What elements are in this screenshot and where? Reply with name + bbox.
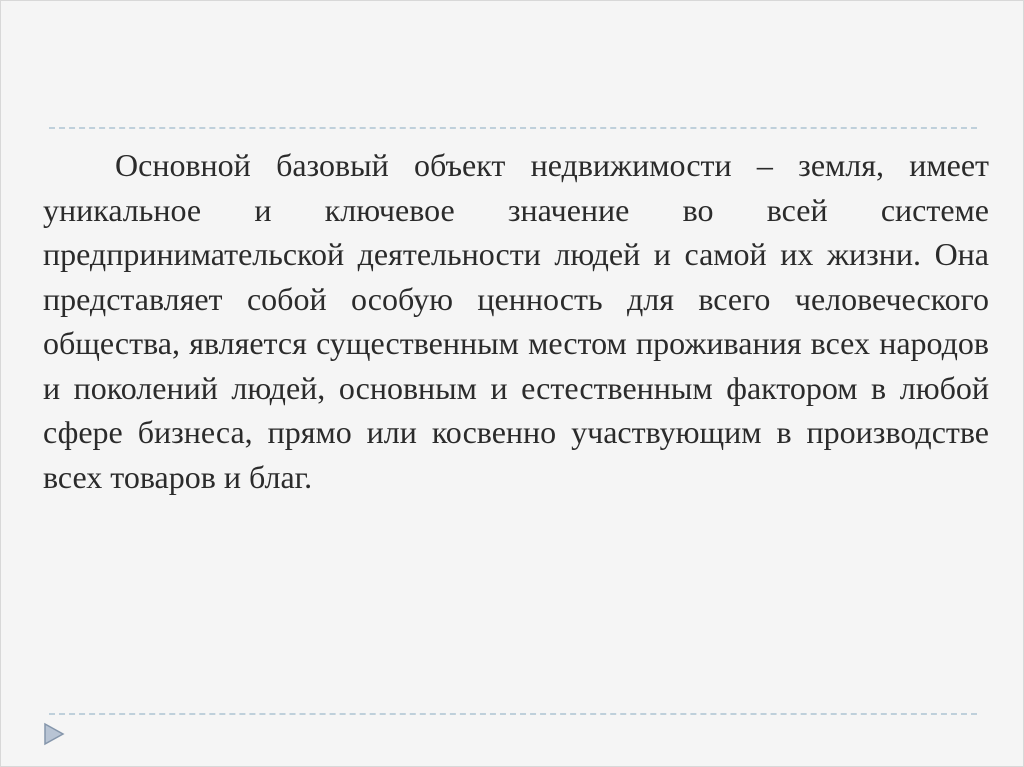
play-triangle-icon[interactable] [43, 722, 65, 746]
top-divider [49, 127, 977, 129]
bottom-divider [49, 713, 977, 715]
slide-body-text: Основной базовый объект недвижимости – земля, имеет уникальное и ключевое значение во всей системе предпринимательской деятельности людей и самой их жизни. Она представляет собой особую ценность для всего человеческого общества, является существенным местом проживания всех народов и поколений людей, основным и естественным фактором в любой сфере бизнеса, прямо или косвенно участвующим в производстве всех товаров и благ. [43, 147, 989, 495]
